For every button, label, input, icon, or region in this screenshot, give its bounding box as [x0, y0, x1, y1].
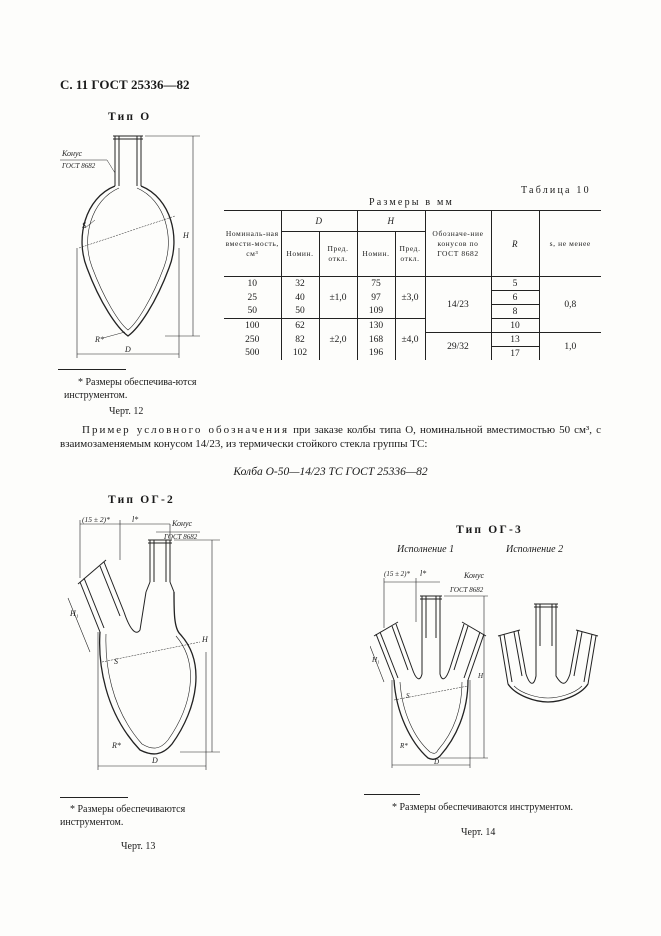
- fig12-flask-drawing: [55, 128, 215, 368]
- fig14-variant-1: Исполнение 1: [397, 544, 455, 555]
- fig12-d-label: D: [125, 345, 131, 354]
- col-h-header: H: [357, 211, 425, 232]
- cell-r: 17: [491, 347, 539, 361]
- fig12-caption: Черт. 12: [109, 406, 144, 417]
- cell-cone: 29/32: [425, 333, 491, 361]
- cell-r: 6: [491, 291, 539, 305]
- cell-h: 130: [357, 319, 395, 333]
- fig14-footnote-rule: [364, 794, 420, 795]
- cell-cone: 14/23: [425, 277, 491, 333]
- fig13-bulb: [100, 592, 196, 754]
- table10-subtitle: Размеры в мм: [369, 197, 455, 208]
- page-header: С. 11 ГОСТ 25336—82: [60, 77, 190, 92]
- cell-h-tol: ±4,0: [395, 319, 425, 361]
- cell-h: 97: [357, 291, 395, 305]
- fig14-h1-label: H₁: [372, 656, 380, 664]
- cell-r: 13: [491, 333, 539, 347]
- col-r-header: R: [491, 211, 539, 277]
- fig12-footnote-rule: [58, 369, 126, 370]
- fig13-caption: Черт. 13: [121, 841, 156, 852]
- fig12-title: Тип О: [108, 111, 152, 123]
- fig14-d-label: D: [434, 758, 440, 766]
- cell-r: 5: [491, 277, 539, 291]
- fig14-r-label: R*: [400, 742, 408, 750]
- cell-h: 75: [357, 277, 395, 291]
- fig14-gost-label: ГОСТ 8682: [450, 586, 484, 594]
- fig13-title: Тип ОГ-2: [108, 494, 175, 506]
- cell-volume: 25: [247, 292, 257, 303]
- cell-volume: 500: [245, 348, 260, 359]
- cell-s: 1,0: [539, 333, 601, 361]
- fig12-footnote: * Размеры обеспечива-ются инструментом.: [64, 377, 197, 401]
- cell-h: 196: [357, 347, 395, 361]
- fig14-variant2-drawing: [496, 600, 606, 710]
- fig14-konus-label: Конус: [464, 571, 485, 580]
- cell-volume: 100: [245, 320, 260, 331]
- fig12-h-label: H: [183, 231, 189, 240]
- fig13-s-label: S: [114, 657, 118, 666]
- col-h-pred-header: Пред. откл.: [395, 232, 425, 277]
- fig13-footnote: * Размеры обеспечиваются инструментом.: [60, 804, 186, 828]
- fig12-s-label: S: [82, 221, 86, 230]
- col-d-pred-header: Пред. откл.: [319, 232, 357, 277]
- fig12-konus-label: Конус: [62, 149, 83, 158]
- fig13-flask-drawing: [60, 512, 230, 777]
- fig12-bulb: [82, 186, 174, 336]
- cell-h: 168: [357, 333, 395, 347]
- cell-volume: 250: [245, 334, 260, 345]
- fig13-footnote-rule: [60, 797, 128, 798]
- fig14-l-label: l*: [420, 569, 427, 578]
- table10-label: Таблица 10: [521, 185, 591, 196]
- cell-volume: 50: [224, 305, 281, 319]
- cell-r: 8: [491, 305, 539, 319]
- fig13-h-label: H: [202, 635, 208, 644]
- fig14-title: Тип ОГ-3: [456, 524, 523, 536]
- cell-d: 82: [281, 333, 319, 347]
- fig14-variant2-bulb: [508, 684, 588, 702]
- fig13-h1-label: H₁: [70, 609, 79, 618]
- fig13-l-label: l*: [132, 515, 139, 524]
- cell-volume: 10: [247, 278, 257, 289]
- fig14-variant1-drawing: [370, 562, 490, 772]
- col-nominal-header: Номиналь-ная вмести-мость, см³: [224, 211, 281, 277]
- table-row: [224, 277, 601, 291]
- fig13-gost-label: ГОСТ 8682: [164, 533, 198, 541]
- example-text: при заказе колбы типа О, номинальной вместимостью 50 см³, с взаимозаменяемым конусом 14/23, из термически стойкого стекла группы ТС:: [60, 424, 601, 450]
- fig14-h-label: H: [478, 672, 484, 680]
- col-s-header: s, не менее: [539, 211, 601, 277]
- example-lead: Пример условного обозначения: [82, 424, 290, 436]
- cell-d: 62: [281, 319, 319, 333]
- cell-s: 0,8: [539, 277, 601, 333]
- col-cone-header: Обозначе-ние конусов по ГОСТ 8682: [425, 211, 491, 277]
- cell-d: 50: [281, 305, 319, 319]
- cell-d: 32: [281, 277, 319, 291]
- fig14-s-label: S: [406, 692, 410, 700]
- fig14-caption: Черт. 14: [461, 827, 496, 838]
- fig12-neck: [115, 136, 141, 168]
- fig13-dim-top: (15 ± 2)*: [82, 515, 110, 524]
- fig13-konus-label: Конус: [172, 519, 193, 528]
- cell-r: 10: [491, 319, 539, 333]
- col-d-nomin-header: Номин.: [281, 232, 319, 277]
- fig12-r-label: R*: [95, 335, 104, 344]
- cell-d-tol: ±1,0: [319, 277, 357, 319]
- cell-h: 109: [357, 305, 395, 319]
- cell-d-tol: ±2,0: [319, 319, 357, 361]
- col-h-nomin-header: Номин.: [357, 232, 395, 277]
- fig14-variant-2: Исполнение 2: [506, 544, 564, 555]
- fig12-gost-label: ГОСТ 8682: [62, 162, 96, 170]
- example-formula: Колба О-50—14/23 ТС ГОСТ 25336—82: [233, 466, 428, 478]
- cell-h-tol: ±3,0: [395, 277, 425, 319]
- fig13-d-label: D: [152, 756, 158, 765]
- cell-d: 102: [281, 347, 319, 361]
- fig14-footnote: * Размеры обеспечиваются инструментом.: [392, 802, 574, 813]
- col-d-header: D: [281, 211, 357, 232]
- table10: [224, 210, 601, 360]
- cell-d: 40: [281, 291, 319, 305]
- example-paragraph: [60, 423, 601, 451]
- fig14-dim-top: (15 ± 2)*: [384, 570, 411, 578]
- fig13-r-label: R*: [112, 741, 121, 750]
